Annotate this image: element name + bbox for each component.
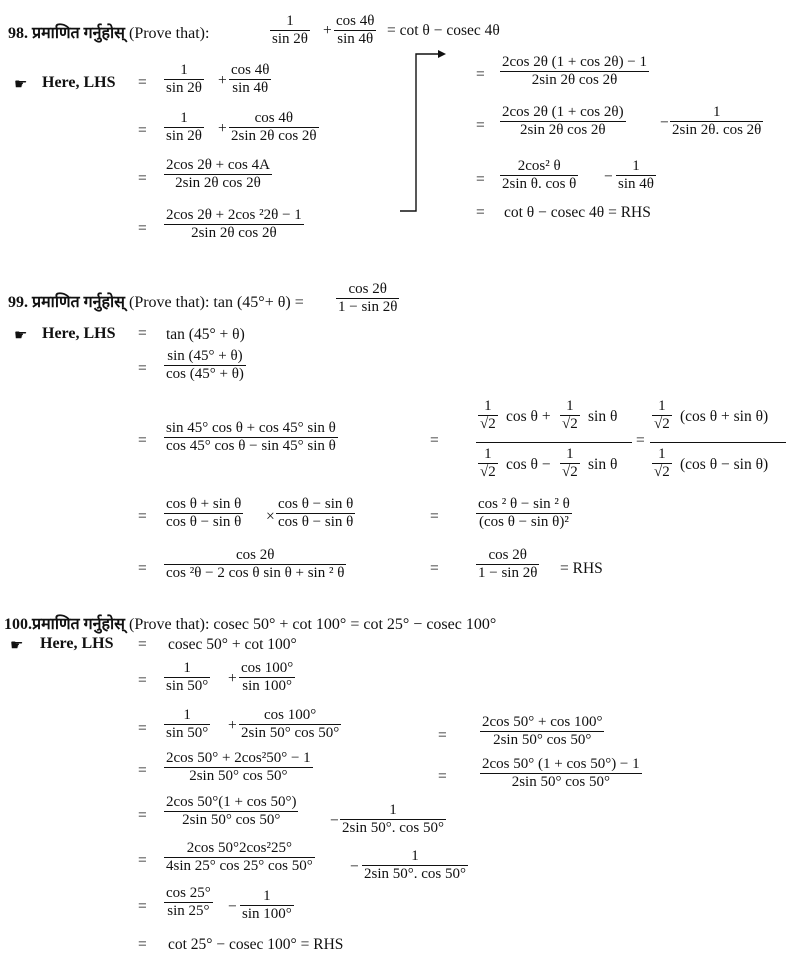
step1-fraction-2: $\frac{\cos 4\theta}{\sin 4\theta}$: [231, 62, 270, 96]
step5-fraction-2: $\frac{1}{2\sin 50^\circ. \cos 50^\circ}$: [342, 802, 444, 836]
here-lhs-label: Here, LHS: [40, 635, 114, 652]
equals-sign: =: [138, 720, 147, 737]
equals-sign: =: [476, 204, 485, 221]
problem-99-heading: [8, 290, 304, 312]
pointing-hand-icon: ☛: [14, 328, 28, 344]
pointing-hand-icon: ☛: [10, 638, 24, 654]
step5b-fraction: $\frac{\cos 2\theta}{1 - \sin 2\theta}$: [478, 547, 538, 581]
step2-fraction: $\frac{\sin (45^\circ + \theta)}{\cos (45^\circ + \theta)}$: [166, 348, 244, 382]
plus-sign: +: [218, 120, 227, 137]
right-step1-fraction: $\frac{2\cos 2\theta (1 + \cos 2\theta) - 1}{\text{2sin 2θ cos 2θ}}$: [502, 54, 648, 88]
equals-sign: =: [476, 171, 485, 188]
minus-sign: −: [604, 168, 613, 185]
equals-sign: =: [138, 762, 147, 779]
step2-fraction-1: $\frac{1}{\sin 2\theta}$: [166, 110, 202, 144]
prove-label-nepali: प्रमाणित गर्नुहोस्: [32, 25, 125, 42]
step1-expression: tan (45° + θ): [166, 326, 245, 343]
plus-sign: +: [228, 670, 237, 687]
prove-label-nepali: प्रमाणित गर्नुहोस्: [32, 616, 125, 633]
step1-fraction-1: $\frac{1}{\sin 2\theta}$: [166, 62, 202, 96]
plus-sign: +: [218, 72, 227, 89]
problem-number: 99.: [8, 294, 28, 311]
equals-sign: =: [636, 432, 645, 449]
step4-fraction-2: $\frac{\text{cos θ − sin θ}}{\text{cos θ − sin θ}}$: [278, 496, 354, 530]
problem-98-heading: [8, 21, 209, 43]
times-sign: ×: [266, 508, 275, 525]
equals-sign: =: [430, 432, 439, 449]
equals-sign: =: [138, 807, 147, 824]
step4-fraction: $\frac{\text{2cos 2θ + 2cos ²2θ − 1}}{\text{2sin 2θ cos 2θ}}$: [166, 207, 302, 241]
equals-sign: =: [138, 170, 147, 187]
prove-label-english: (Prove that): cosec 50° + cot 100° = cot 25° − cosec 100°: [129, 616, 497, 633]
equals-sign: =: [138, 432, 147, 449]
equals-sign: =: [138, 360, 147, 377]
step4b-fraction: $\frac{\text{cos ² θ − sin ² θ}}{\text{(cos θ − sin θ)²}}$: [478, 496, 570, 530]
step3-fraction: $\frac{\text{sin 45° cos θ + cos 45° sin θ}}{\text{cos 45° cos θ − sin 45° sin θ}}$: [166, 420, 336, 454]
equals-sign: =: [138, 672, 147, 689]
equals-sign: =: [138, 636, 147, 653]
equals-sign: =: [438, 727, 447, 744]
step6-fraction-1: $\frac{\text{2cos 50°2cos²25°}}{4\sin 25^\circ \cos 25^\circ \cos 50^\circ}$: [166, 840, 313, 874]
step3b-compound-fraction: $\frac{1}{√2}$ cos θ + $\frac{1}{√2}$ sin θ $\frac{1}{√2}$ cos θ − $\frac{1}{√2}$ sin θ: [476, 398, 632, 488]
step1-expression: cosec 50° + cot 100°: [168, 636, 297, 653]
equals-sign: =: [138, 74, 147, 91]
prove-label-english: (Prove that): tan (45°+ θ) =: [129, 294, 304, 311]
rhs-result: = RHS: [560, 560, 603, 577]
equals-sign: =: [438, 768, 447, 785]
question-fraction-1: $\frac{1}{\sin 2\theta}$: [272, 13, 308, 47]
step3-fraction-1: $\frac{1}{\sin 50^\circ}$: [166, 707, 209, 741]
equals-sign: =: [430, 508, 439, 525]
equals-sign: =: [138, 122, 147, 139]
step2-fraction-2: $\frac{\cos 100^\circ}{\sin 100^\circ}$: [241, 660, 294, 694]
step4-fraction-1: $\frac{\text{cos θ + sin θ}}{\text{cos θ − sin θ}}$: [166, 496, 242, 530]
equals-sign: =: [138, 560, 147, 577]
plus-sign: +: [323, 22, 332, 39]
minus-sign: −: [330, 812, 339, 829]
question-fraction: $\frac{\cos 2\theta}{1 - \sin 2\theta}$: [338, 281, 398, 315]
equals-sign: =: [430, 560, 439, 577]
here-lhs-label: Here, LHS: [42, 74, 116, 91]
step3-fraction-2: $\frac{\cos 100^\circ}{2\sin 50^\circ \cos 50^\circ}$: [241, 707, 340, 741]
question-rhs: = cot θ − cosec 4θ: [387, 22, 500, 39]
pointing-hand-icon: ☛: [14, 77, 28, 93]
here-lhs-label: Here, LHS: [42, 325, 116, 342]
problem-100-heading: [4, 612, 496, 634]
problem-number: 98.: [8, 25, 28, 42]
continuation-arrow: [398, 46, 448, 216]
step7-fraction-1: $\frac{\cos 25^\circ}{\sin 25^\circ}$: [166, 885, 211, 919]
question-fraction-2: $\frac{\cos 4\theta}{\sin 4\theta}$: [336, 13, 375, 47]
step5-fraction: $\frac{\cos 2\theta}{\text{cos ²θ − 2 cos θ sin θ + sin ² θ}}$: [166, 547, 345, 581]
right-step3-fraction-1: $\frac{\text{2cos² θ}}{\text{2sin θ. cos θ}}$: [502, 158, 577, 192]
prove-label-english: (Prove that):: [129, 25, 210, 42]
equals-sign: =: [138, 852, 147, 869]
step7-fraction-2: $\frac{1}{\sin 100^\circ}$: [242, 888, 292, 922]
minus-sign: −: [350, 858, 359, 875]
plus-sign: +: [228, 717, 237, 734]
step3c-compound-fraction: $\frac{1}{√2}$ (cos θ + sin θ) $\frac{1}{√2}$ (cos θ − sin θ): [650, 398, 786, 488]
equals-sign: =: [138, 325, 147, 342]
right-step2-fraction-1: $\frac{2\cos 2\theta (1 + \cos 2\theta)}{\text{2sin 2θ cos 2θ}}$: [502, 104, 624, 138]
right-step2-fraction-2: $\frac{1}{2\sin 2\theta. \cos 2\theta}$: [672, 104, 762, 138]
equals-sign: =: [138, 508, 147, 525]
equals-sign: =: [138, 220, 147, 237]
step5-fraction-1: $\frac{2\cos 50^\circ(1 + \cos 50^\circ)}{2\sin 50^\circ \cos 50^\circ}$: [166, 794, 297, 828]
step4-fraction: $\frac{\text{2cos 50° + 2cos²50° − 1}}{2\sin 50^\circ \cos 50^\circ}$: [166, 750, 311, 784]
right-step4-result: cot θ − cosec 4θ = RHS: [504, 204, 651, 221]
equals-sign: =: [476, 66, 485, 83]
prove-label-nepali: प्रमाणित गर्नुहोस्: [32, 294, 125, 311]
step2-fraction-1: $\frac{1}{\sin 50^\circ}$: [166, 660, 209, 694]
step4b-fraction: $\frac{2\cos 50^\circ (1 + \cos 50^\circ) - 1}{2\sin 50^\circ \cos 50^\circ}$: [482, 756, 640, 790]
step8-result: cot 25° − cosec 100° = RHS: [168, 936, 344, 953]
step2-fraction-2: $\frac{\cos 4\theta}{\text{2sin 2θ cos 2θ}}$: [231, 110, 317, 144]
equals-sign: =: [138, 898, 147, 915]
step6-fraction-2: $\frac{1}{2\sin 50^\circ. \cos 50^\circ}$: [364, 848, 466, 882]
step3b-fraction: $\frac{2\cos 50^\circ + \cos 100^\circ}{2\sin 50^\circ \cos 50^\circ}$: [482, 714, 603, 748]
equals-sign: =: [138, 936, 147, 953]
equals-sign: =: [476, 117, 485, 134]
step3-fraction: $\frac{2\cos 2\theta + \cos 4A}{\text{2sin 2θ cos 2θ}}$: [166, 157, 270, 191]
minus-sign: −: [660, 114, 669, 131]
right-step3-fraction-2: $\frac{1}{\sin 4\theta}$: [618, 158, 654, 192]
minus-sign: −: [228, 898, 237, 915]
problem-number: 100.: [4, 616, 32, 633]
